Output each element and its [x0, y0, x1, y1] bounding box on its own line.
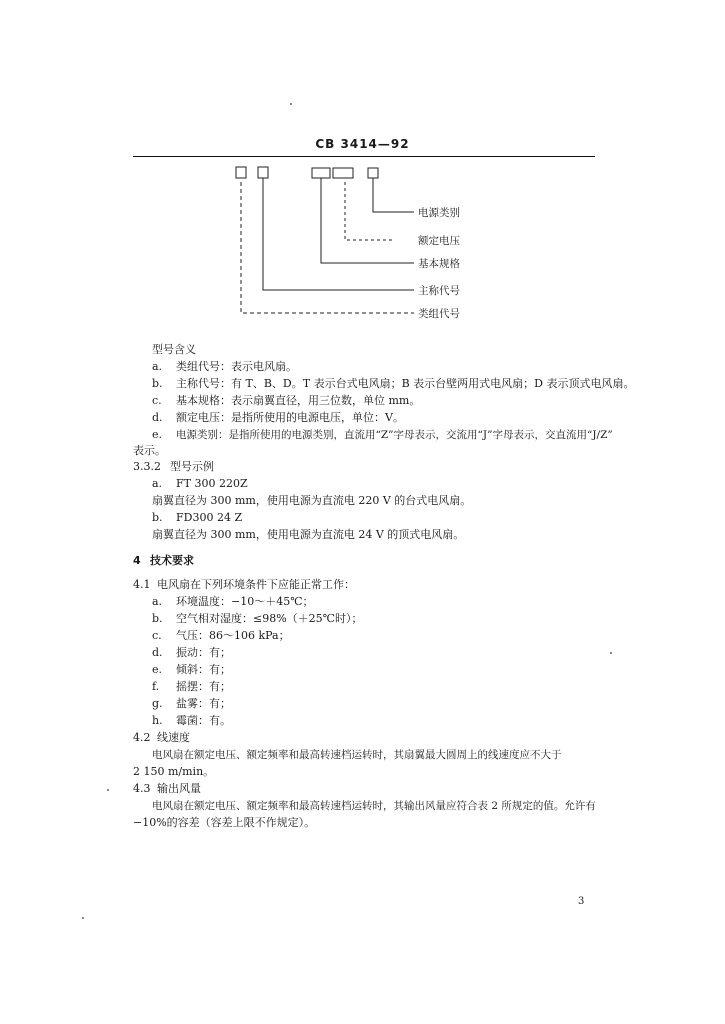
- env-a-mark: a.: [152, 595, 163, 608]
- section-332-title: 型号示例: [170, 460, 214, 473]
- meaning-b-mark: b.: [152, 377, 163, 390]
- example-a-mark: a.: [152, 477, 163, 490]
- meaning-e-text: 电源类别：是指所使用的电源类别，直流用“Z”字母表示，交流用“J”字母表示，交直流用“J/Z”: [176, 429, 613, 441]
- meaning-a-text: 类组代号：表示电风扇。: [176, 360, 297, 373]
- example-b-code: FD300 24 Z: [176, 511, 243, 524]
- env-h-mark: h.: [152, 714, 163, 727]
- power-type-leader: [373, 178, 414, 212]
- env-h-text: 霉菌：有。: [176, 714, 231, 727]
- section-43-title: 输出风量: [157, 782, 201, 795]
- label-class-code: 类组代号: [418, 308, 460, 320]
- meaning-d-text: 额定电压：是指所使用的电源电压，单位：V。: [176, 411, 404, 424]
- label-rated-voltage: 额定电压: [418, 235, 460, 247]
- section-41-intro: 电风扇在下列环境条件下应能正常工作：: [157, 578, 355, 591]
- env-e-mark: e.: [152, 663, 163, 676]
- rated-voltage-box: [333, 168, 353, 178]
- label-power-type: 电源类别: [418, 207, 460, 219]
- env-a-text: 环境温度：−10～＋45℃；: [176, 595, 314, 608]
- section-42-number: 4.2: [133, 731, 151, 744]
- env-e-text: 倾斜：有；: [176, 663, 231, 676]
- section-43-line1: 电风扇在额定电压、额定频率和最高转速档运转时，其输出风量应符合表 2 所规定的值。允许有: [152, 800, 596, 812]
- section-42-line2: 2 150 m/min。: [133, 765, 215, 778]
- example-a-desc: 扇翼直径为 300 mm，使用电源为直流电 220 V 的台式电风扇。: [152, 494, 472, 507]
- example-b-mark: b.: [152, 511, 163, 524]
- section-332-number: 3.3.2: [133, 460, 161, 473]
- section-4-number: 4: [133, 554, 141, 567]
- env-g-text: 盐雾：有；: [176, 697, 231, 710]
- scan-speck: [82, 917, 84, 919]
- example-a-code: FT 300 220Z: [176, 477, 248, 490]
- main-code-box: [258, 167, 268, 178]
- meaning-c-mark: c.: [152, 394, 162, 407]
- env-d-text: 振动：有；: [176, 646, 231, 659]
- class-code-box: [236, 167, 246, 178]
- label-basic-spec: 基本规格: [418, 258, 460, 270]
- env-f-mark: f.: [152, 680, 160, 693]
- env-b-text: 空气相对湿度：≤98%（＋25℃时）；: [176, 612, 363, 625]
- standard-header: CB 3414—92: [315, 137, 410, 151]
- example-b-desc: 扇翼直径为 300 mm，使用电源为直流电 24 V 的顶式电风扇。: [152, 528, 465, 541]
- power-type-box: [368, 168, 378, 178]
- rated-voltage-leader: [345, 182, 395, 240]
- meaning-e-continuation: 表示。: [133, 444, 166, 457]
- main-code-leader: [263, 178, 414, 290]
- meaning-d-mark: d.: [152, 411, 163, 424]
- meaning-c-text: 基本规格：表示扇翼直径，用三位数，单位 mm。: [176, 394, 421, 407]
- section-43-number: 4.3: [133, 782, 151, 795]
- section-43-line2: −10%的容差（容差上限不作规定）。: [133, 816, 316, 829]
- model-code-diagram: [0, 0, 725, 330]
- basic-spec-box: [312, 168, 330, 178]
- scan-speck: [290, 103, 292, 105]
- meaning-e-mark: e.: [152, 428, 163, 441]
- env-c-text: 气压：86～106 kPa；: [176, 629, 290, 642]
- section-4-title: 技术要求: [150, 554, 194, 567]
- env-c-mark: c.: [152, 629, 162, 642]
- section-42-line1: 电风扇在额定电压、额定频率和最高转速档运转时，其扇翼最大圆周上的线速度应不大于: [152, 749, 562, 761]
- class-code-leader: [241, 182, 414, 313]
- section-42-title: 线速度: [157, 731, 190, 744]
- env-g-mark: g.: [152, 697, 163, 710]
- scan-speck: [107, 789, 109, 791]
- env-b-mark: b.: [152, 612, 163, 625]
- env-d-mark: d.: [152, 646, 163, 659]
- meaning-b-text: 主称代号：有 T、B、D。T 表示台式电风扇；B 表示台壁两用式电风扇；D 表示顶式电风扇。: [176, 377, 635, 390]
- basic-spec-leader: [321, 178, 414, 263]
- section-41-number: 4.1: [133, 578, 151, 591]
- label-main-code: 主称代号: [418, 285, 460, 297]
- model-meaning-title: 型号含义: [152, 343, 196, 356]
- scan-speck: [610, 652, 612, 654]
- meaning-a-mark: a.: [152, 360, 163, 373]
- page-number: 3: [578, 896, 585, 907]
- env-f-text: 摇摆：有；: [176, 680, 231, 693]
